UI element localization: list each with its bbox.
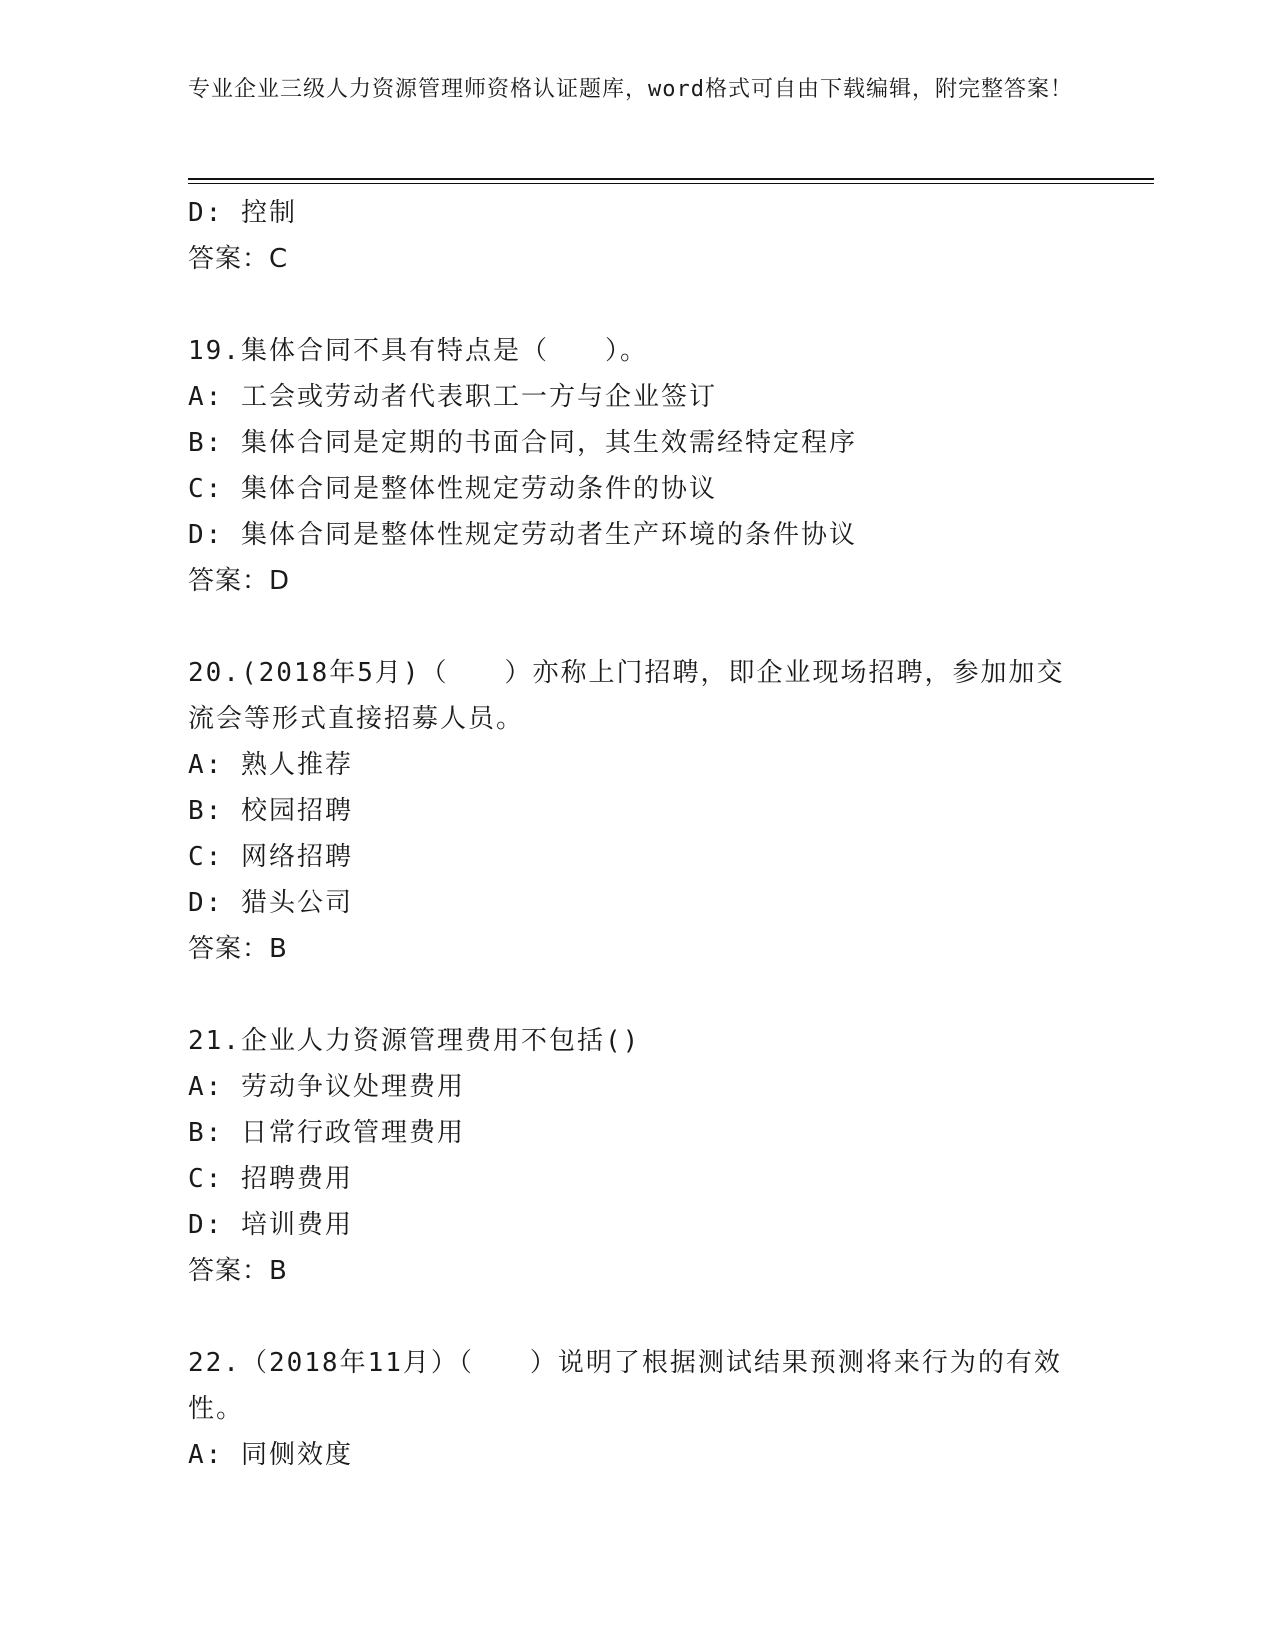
header-divider	[188, 178, 1154, 180]
option-c: C: 网络招聘	[188, 842, 353, 872]
option-d: D: 培训费用	[188, 1210, 353, 1240]
question-content	[188, 190, 1088, 1478]
question-stem: 20.(2018年5月)（ ）亦称上门招聘，即企业现场招聘，参加加交流会等形式直接招募人员。	[188, 658, 1065, 734]
option-c: C: 集体合同是整体性规定劳动条件的协议	[188, 474, 717, 504]
option-b: B: 日常行政管理费用	[188, 1118, 465, 1148]
answer: 答案：B	[188, 934, 288, 964]
option-b: B: 集体合同是定期的书面合同，其生效需经特定程序	[188, 428, 857, 458]
question-22	[188, 1340, 1088, 1478]
option-a: A: 工会或劳动者代表职工一方与企业签订	[188, 382, 717, 412]
option-b: B: 校园招聘	[188, 796, 353, 826]
option-a: A: 熟人推荐	[188, 750, 353, 780]
page-header: 专业企业三级人力资源管理师资格认证题库，word格式可自由下载编辑，附完整答案！	[188, 77, 1073, 102]
option-d: D: 集体合同是整体性规定劳动者生产环境的条件协议	[188, 520, 857, 550]
option-a: A: 同侧效度	[188, 1440, 353, 1470]
option-d: D: 猎头公司	[188, 888, 353, 918]
spacer	[188, 604, 1088, 650]
question-19	[188, 328, 1088, 604]
prev-answer: 答案：C	[188, 244, 289, 274]
answer: 答案：B	[188, 1256, 288, 1286]
question-20	[188, 650, 1088, 972]
option-c: C: 招聘费用	[188, 1164, 353, 1194]
spacer	[188, 282, 1088, 328]
prev-option-d: D: 控制	[188, 198, 297, 228]
question-stem: 21.企业人力资源管理费用不包括()	[188, 1026, 641, 1056]
spacer	[188, 1294, 1088, 1340]
question-stem: 19.集体合同不具有特点是（ ）。	[188, 336, 648, 366]
spacer	[188, 972, 1088, 1018]
question-21	[188, 1018, 1088, 1294]
question-stem: 22.（2018年11月）（ ）说明了根据测试结果预测将来行为的有效性。	[188, 1348, 1062, 1424]
option-a: A: 劳动争议处理费用	[188, 1072, 465, 1102]
answer: 答案：D	[188, 566, 291, 596]
header-divider-thin	[188, 183, 1154, 184]
